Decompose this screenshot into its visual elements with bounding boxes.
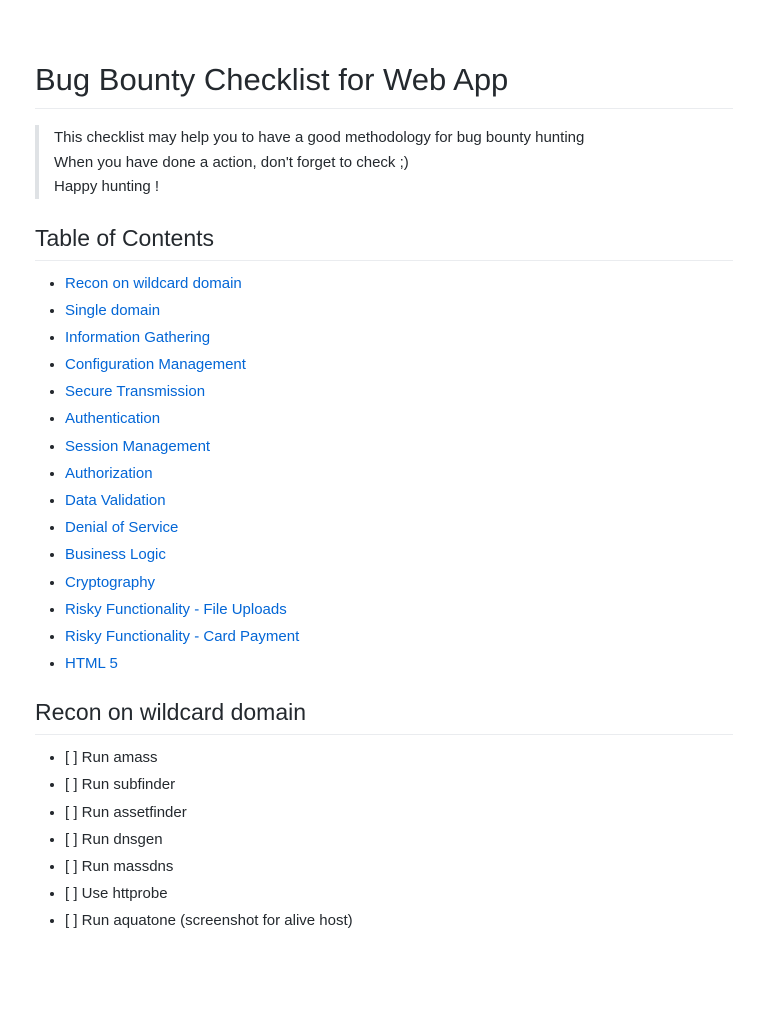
checklist-item: • [ ] Run massdns: [65, 857, 733, 876]
toc-item: [65, 573, 733, 592]
toc-item: [65, 328, 733, 347]
checklist-item: • [ ] Run aquatone (screenshot for alive host): [65, 911, 733, 930]
toc-item: [65, 545, 733, 564]
toc-item: [65, 301, 733, 320]
toc-link-authorization[interactable]: Authorization: [65, 464, 153, 482]
toc-item: [65, 491, 733, 510]
recon-checklist: [35, 748, 733, 930]
toc-link-business-logic[interactable]: Business Logic: [65, 546, 166, 564]
toc-item: [65, 654, 733, 673]
toc-link-html5[interactable]: HTML 5: [65, 655, 118, 673]
toc-link-denial-of-service[interactable]: Denial of Service: [65, 519, 179, 537]
toc-item: [65, 355, 733, 374]
intro-line: Happy hunting !: [54, 178, 160, 195]
checklist-item: • [ ] Run amass: [65, 748, 733, 767]
checklist-item: • [ ] Run subfinder: [65, 775, 733, 794]
toc-link-session-management[interactable]: Session Management: [65, 437, 211, 455]
intro-blockquote: [35, 125, 733, 199]
toc-item: [65, 627, 733, 646]
toc-link-data-validation[interactable]: Data Validation: [65, 492, 166, 509]
toc-link-cryptography[interactable]: Cryptography: [65, 573, 156, 591]
toc-link-single-domain[interactable]: Single domain: [65, 301, 161, 319]
toc-heading: Table of Contents: [35, 223, 733, 261]
toc-link-information-gathering[interactable]: Information Gathering: [65, 328, 211, 346]
recon-heading: Recon on wildcard domain: [35, 697, 733, 735]
toc-link-authentication[interactable]: Authentication: [65, 410, 161, 428]
toc-item: [65, 600, 733, 619]
toc-list: [35, 274, 733, 674]
checklist-item: • [ ] Run assetfinder: [65, 803, 733, 822]
page-title: Bug Bounty Checklist for Web App: [35, 0, 733, 109]
toc-link-secure-transmission[interactable]: Secure Transmission: [65, 383, 206, 401]
toc-item: [65, 464, 733, 483]
toc-link-file-uploads[interactable]: Risky Functionality - File Uploads: [65, 600, 287, 618]
toc-link-card-payment[interactable]: Risky Functionality - Card Payment: [65, 627, 300, 645]
toc-item: [65, 518, 733, 537]
toc-item: [65, 274, 733, 293]
intro-line: When you have done a action, don't forget to check ;): [54, 153, 409, 171]
checklist-item: • [ ] Run dnsgen: [65, 830, 733, 849]
toc-link-recon-wildcard[interactable]: Recon on wildcard domain: [65, 274, 242, 292]
checklist-item: • [ ] Use httprobe: [65, 884, 733, 903]
toc-item: [65, 409, 733, 428]
toc-item: [65, 382, 733, 401]
toc-link-configuration-management[interactable]: Configuration Management: [65, 356, 246, 374]
toc-item: [65, 437, 733, 456]
intro-line: This checklist may help you to have a good methodology for bug bounty hunting: [54, 129, 585, 146]
